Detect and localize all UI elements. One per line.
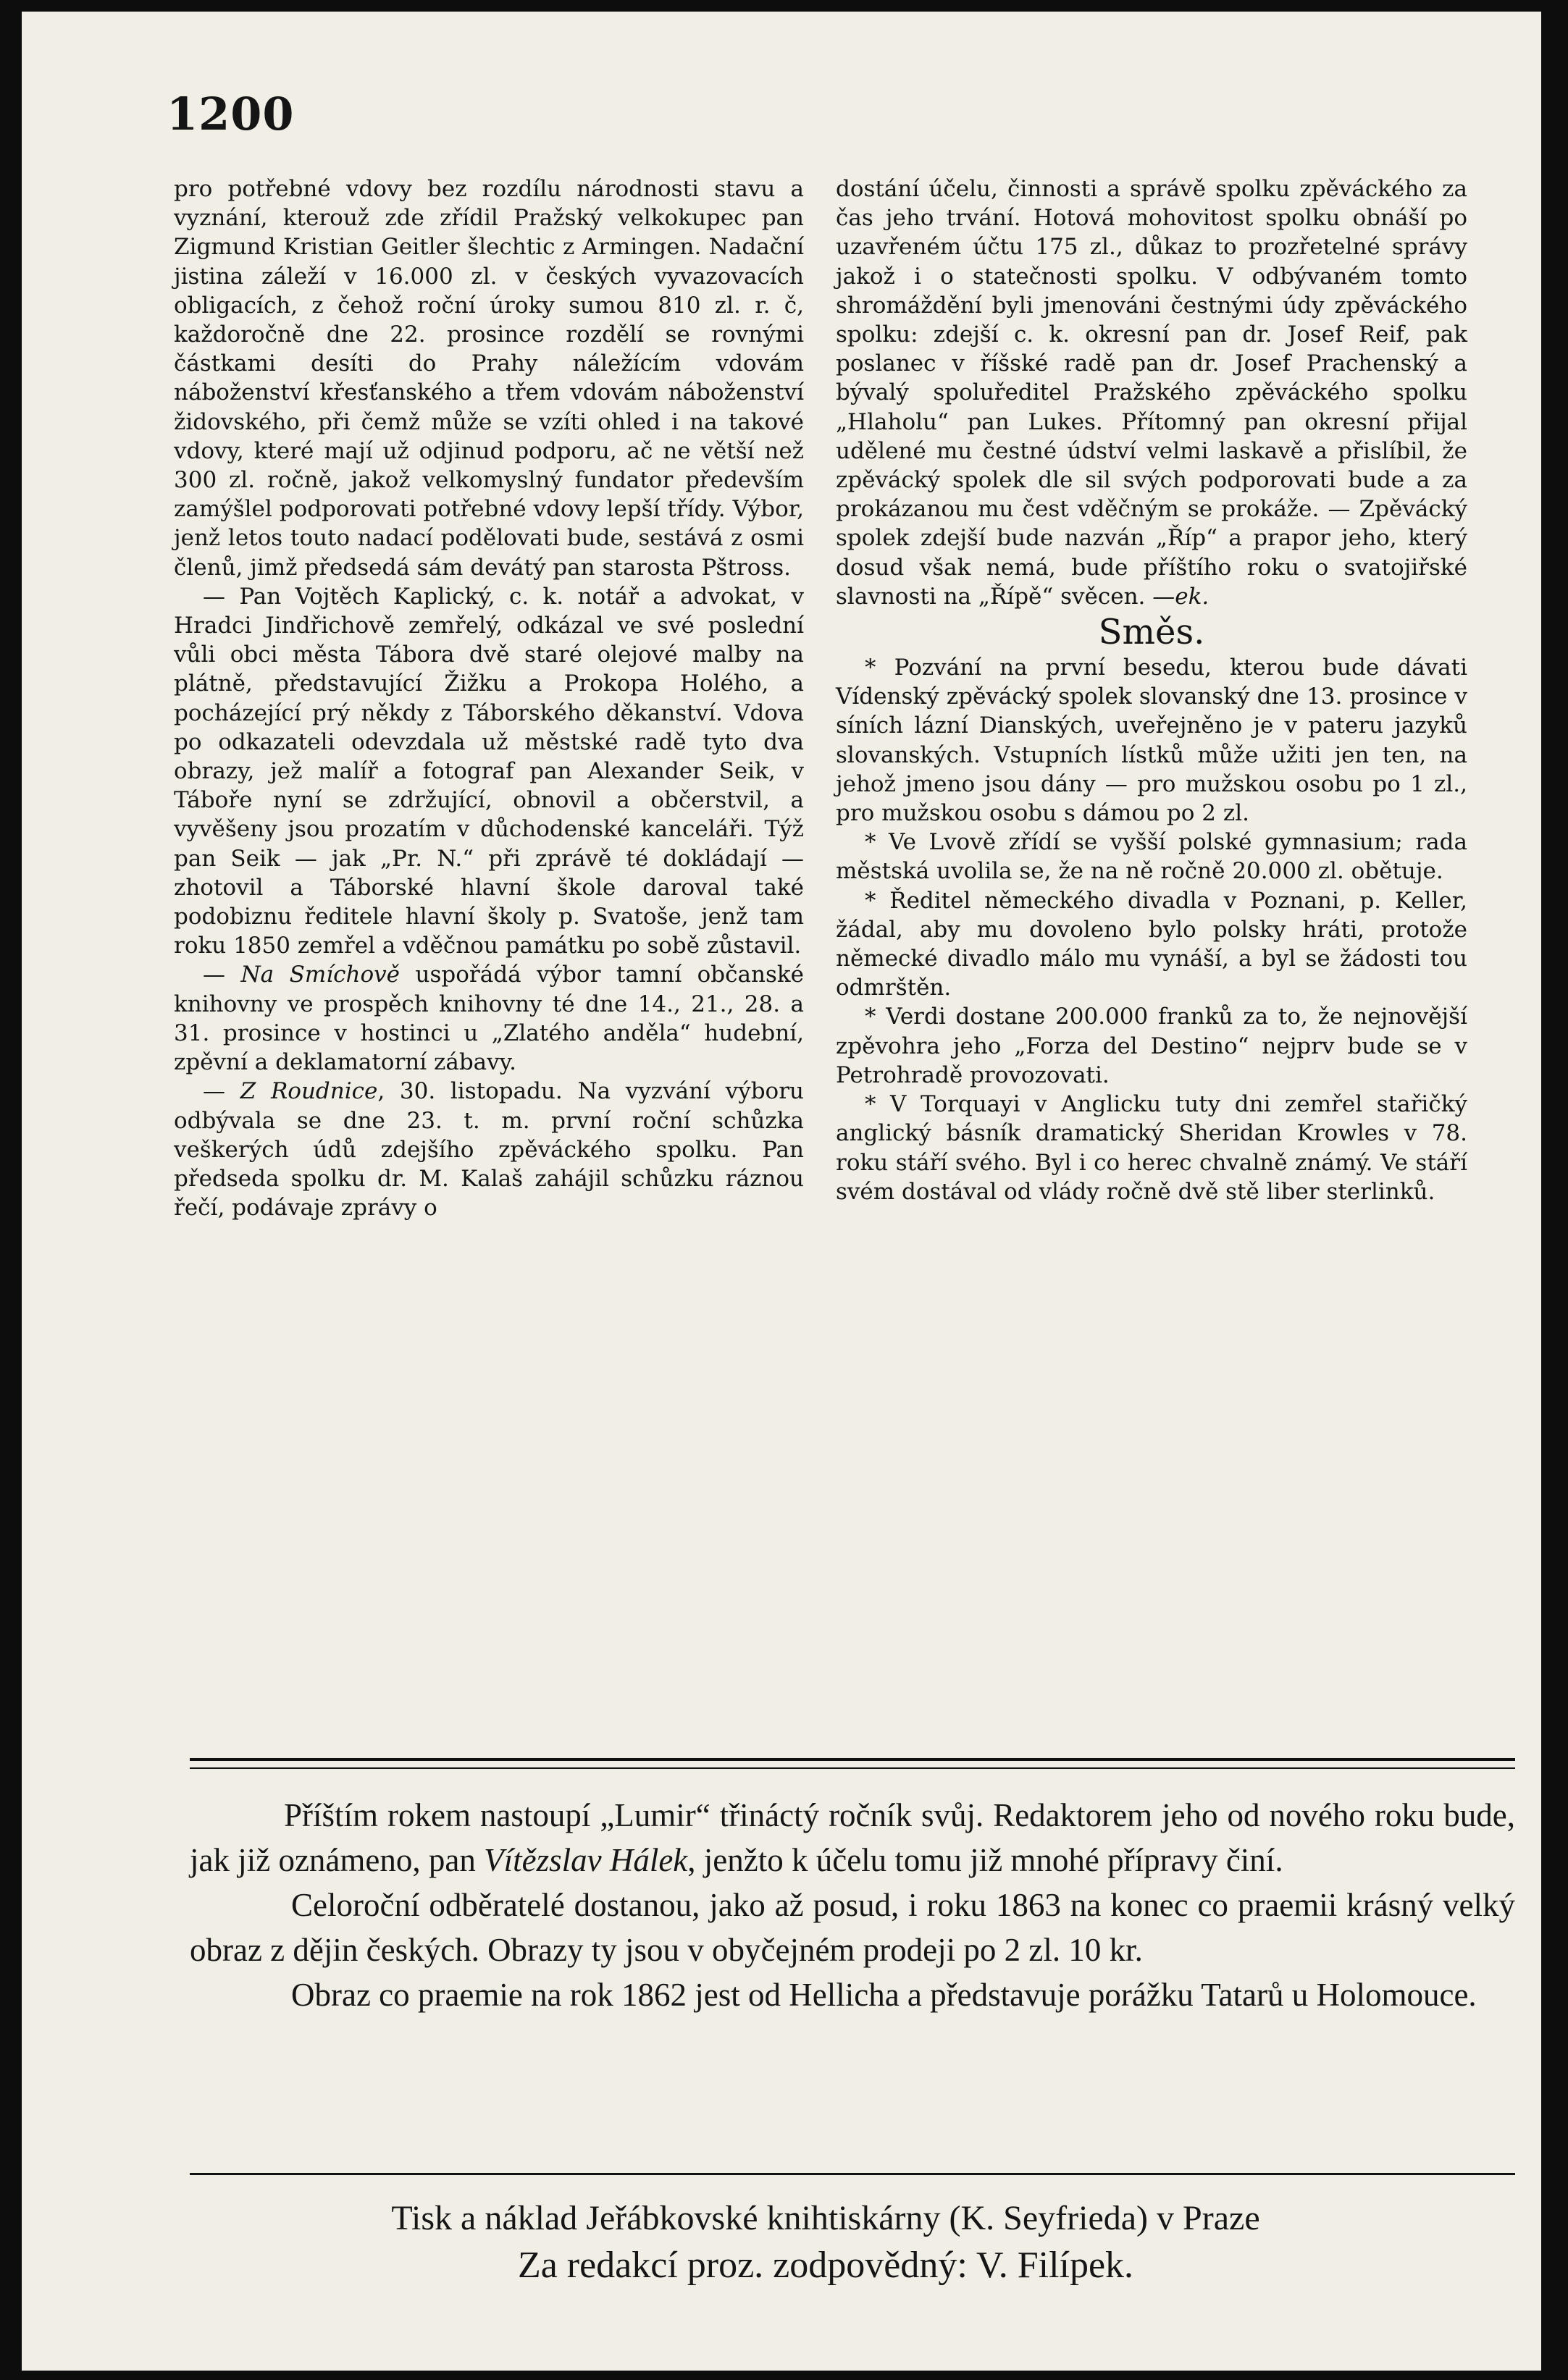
editor-imprint: Za redakcí proz. zodpovědný: V. Filípek. <box>517 2245 1134 2286</box>
printer-imprint: Tisk a náklad Jeřábkovské knihtiskárny (K. Seyfrieda) v Praze <box>391 2199 1260 2237</box>
separator-rule <box>190 2173 1515 2175</box>
publisher-notice <box>190 1793 1515 2017</box>
news-item: * Pozvání na první besedu, kterou bude dávati Vídenský zpěvácký spolek slovanský dne 13. prosince v síních lázní Dianských, uveřejněno je v pateru jazyků slovanských. Vstupních lístků může užiti jen ten, na jehož jmeno jsou dány — pro mužskou osobu po 1 zl., pro mužskou osobu s dámou po 2 zl. <box>836 655 1467 827</box>
editor-name: Vítězslav Hálek <box>484 1842 688 1878</box>
article-widow-foundation: pro potřebné vdovy bez rozdílu národnosti stavu a vyznání, kterouž zde zřídil Pražský velkokupec pan Zigmund Kristian Geitler šlechtic z Armingen. Nadační jistina záleží v 16.000 zl. v českých vyvazovacích obligacích, z čehož roční úroky sumou 810 zl. r. č, každoročně dne 22. prosince rozdělí se rovnými částkami desíti do Prahy náležícím vdovám náboženství křesťanského a třem vdovám náboženství židovského, při čemž může se vzíti ohled i na takové vdovy, které mají už odjinud podporu, ač ne větší než 300 zl. ročně, jakož velkomyslný fundator především zamýšlel podporovati potřebné vdovy lepší třídy. Výbor, jenž letos touto nadací podělovati bude, sestává z osmi členů, jimž předsedá sám devátý pan starosta Pštross. <box>174 176 804 581</box>
right-column <box>836 174 1467 1206</box>
author-signature: —ek. <box>1152 583 1209 610</box>
place-name: Na Smíchově <box>240 962 401 988</box>
notice-paragraph: Příštím rokem nastoupí „Lumir“ třináctý ročník svůj. Redaktorem jeho od nového roku bude, jak již oznámeno, pan Vítězslav Hálek, jenžto k účelu tomu již mnohé přípravy činí. <box>190 1797 1515 1878</box>
left-column <box>174 174 804 1222</box>
place-name: Z Roudnice <box>240 1078 378 1105</box>
news-item: * V Torquayi v Anglicku tuty dni zemřel stařičký anglický básník dramatický Sheridan Krowles v 78. roku stáří svého. Byl i co herec chvalně známý. Ve stáří svém dostával od vlády ročně dvě stě liber sterlinků. <box>836 1091 1467 1205</box>
article-roudnice: — Z Roudnice, 30. listopadu. Na vyzvání výboru odbývala se dne 23. t. m. první roční schůzka veškerých údů zdejšího zpěváckého spolku. Pan předseda spolku dr. M. Kalaš zahájil schůzku ráznou řečí, podávaje zprávy o <box>174 1078 804 1221</box>
section-title: Směs. <box>1098 612 1205 653</box>
newspaper-page <box>22 12 1541 2371</box>
news-item: * Ředitel německého divadla v Poznani, p. Keller, žádal, aby mu dovoleno bylo polsky hráti, protože německé divadlo málo mu vynáší, a byl se žádosti tou odmrštěn. <box>836 887 1467 1001</box>
article-smichov-library: — Na Smíchově uspořádá výbor tamní občanské knihovny ve prospěch knihovny té dne 14., 21., 28. a 31. prosince v hostinci u „Zlatého anděla“ hudební, zpěvní a deklamatorní zábavy. <box>174 962 804 1076</box>
separator-rule <box>190 1758 1515 1769</box>
news-item: * Ve Lvově zřídí se vyšší polské gymnasium; rada městská uvolila se, že na ně ročně 20.000 zl. obětuje. <box>836 829 1467 885</box>
notice-paragraph: Obraz co praemie na rok 1862 jest od Hellicha a představuje porážku Tatarů u Holomouce. <box>291 1977 1477 2013</box>
article-kaplicky-bequest: — Pan Vojtěch Kaplický, c. k. notář a advokat, v Hradci Jindřichově zemřelý, odkázal ve své poslední vůli obci města Tábora dvě staré olejové malby na plátně, představující Žižku a Prokopa Holého, a pocházející prý někdy z Táborského děkanství. Vdova po odkazateli odevzdala už městské radě tyto dva obrazy, jež malíř a fotograf pan Alexander Seik, v Táboře nyní se zdržující, obnovil a občerstvil, a vyvěšeny jsou prozatím v důchodenské kanceláři. Týž pan Seik — jak „Pr. N.“ při zprávě té dokládají — zhotovil a Táborské hlavní škole daroval také podobiznu ředitele hlavní školy p. Svatoše, jenž tam roku 1850 zemřel a vděčnou památku po sobě zůstavil. <box>174 583 804 959</box>
article-roudnice-continued: dostání účelu, činnosti a správě spolku zpěváckého za čas jeho trvání. Hotová mohovitost spolku obnáší po uzavřeném účtu 175 zl., důkaz to prozřetelné správy jakož i o statečnosti spolku. V odbývaném tomto shromáždění byli jmenováni čestnými údy zpěváckého spolku: zdejší c. k. okresní pan dr. Josef Reif, pak poslanec v říšské radě pan dr. Josef Prachenský a bývalý spoluředitel Pražského zpěváckého spolku „Hlaholu“ pan Lukes. Přítomný pan okresní přijal udělené mu čestné údství velmi laskavě a přislíbil, že zpěvácký spolek dle sil svých podporovati bude a za prokázanou mu čest vděčným se prokáže. — Zpěvácký spolek zdejší bude nazván „Říp“ a prapor jeho, který dosud však nemá, bude příštího roku o svatojiřské slavnosti na „Řípě“ svěcen. —ek. <box>836 176 1467 610</box>
news-item: * Verdi dostane 200.000 franků za to, že nejnovější zpěvohra jeho „Forza del Destino“ nejprv bude se v Petrohradě provozovati. <box>836 1004 1467 1088</box>
page-number: 1200 <box>167 88 295 140</box>
notice-paragraph: Celoroční odběratelé dostanou, jako až posud, i roku 1863 na konec co praemii krásný velký obraz z dějin českých. Obrazy ty jsou v obyčejném prodeji po 2 zl. 10 kr. <box>190 1887 1515 1968</box>
